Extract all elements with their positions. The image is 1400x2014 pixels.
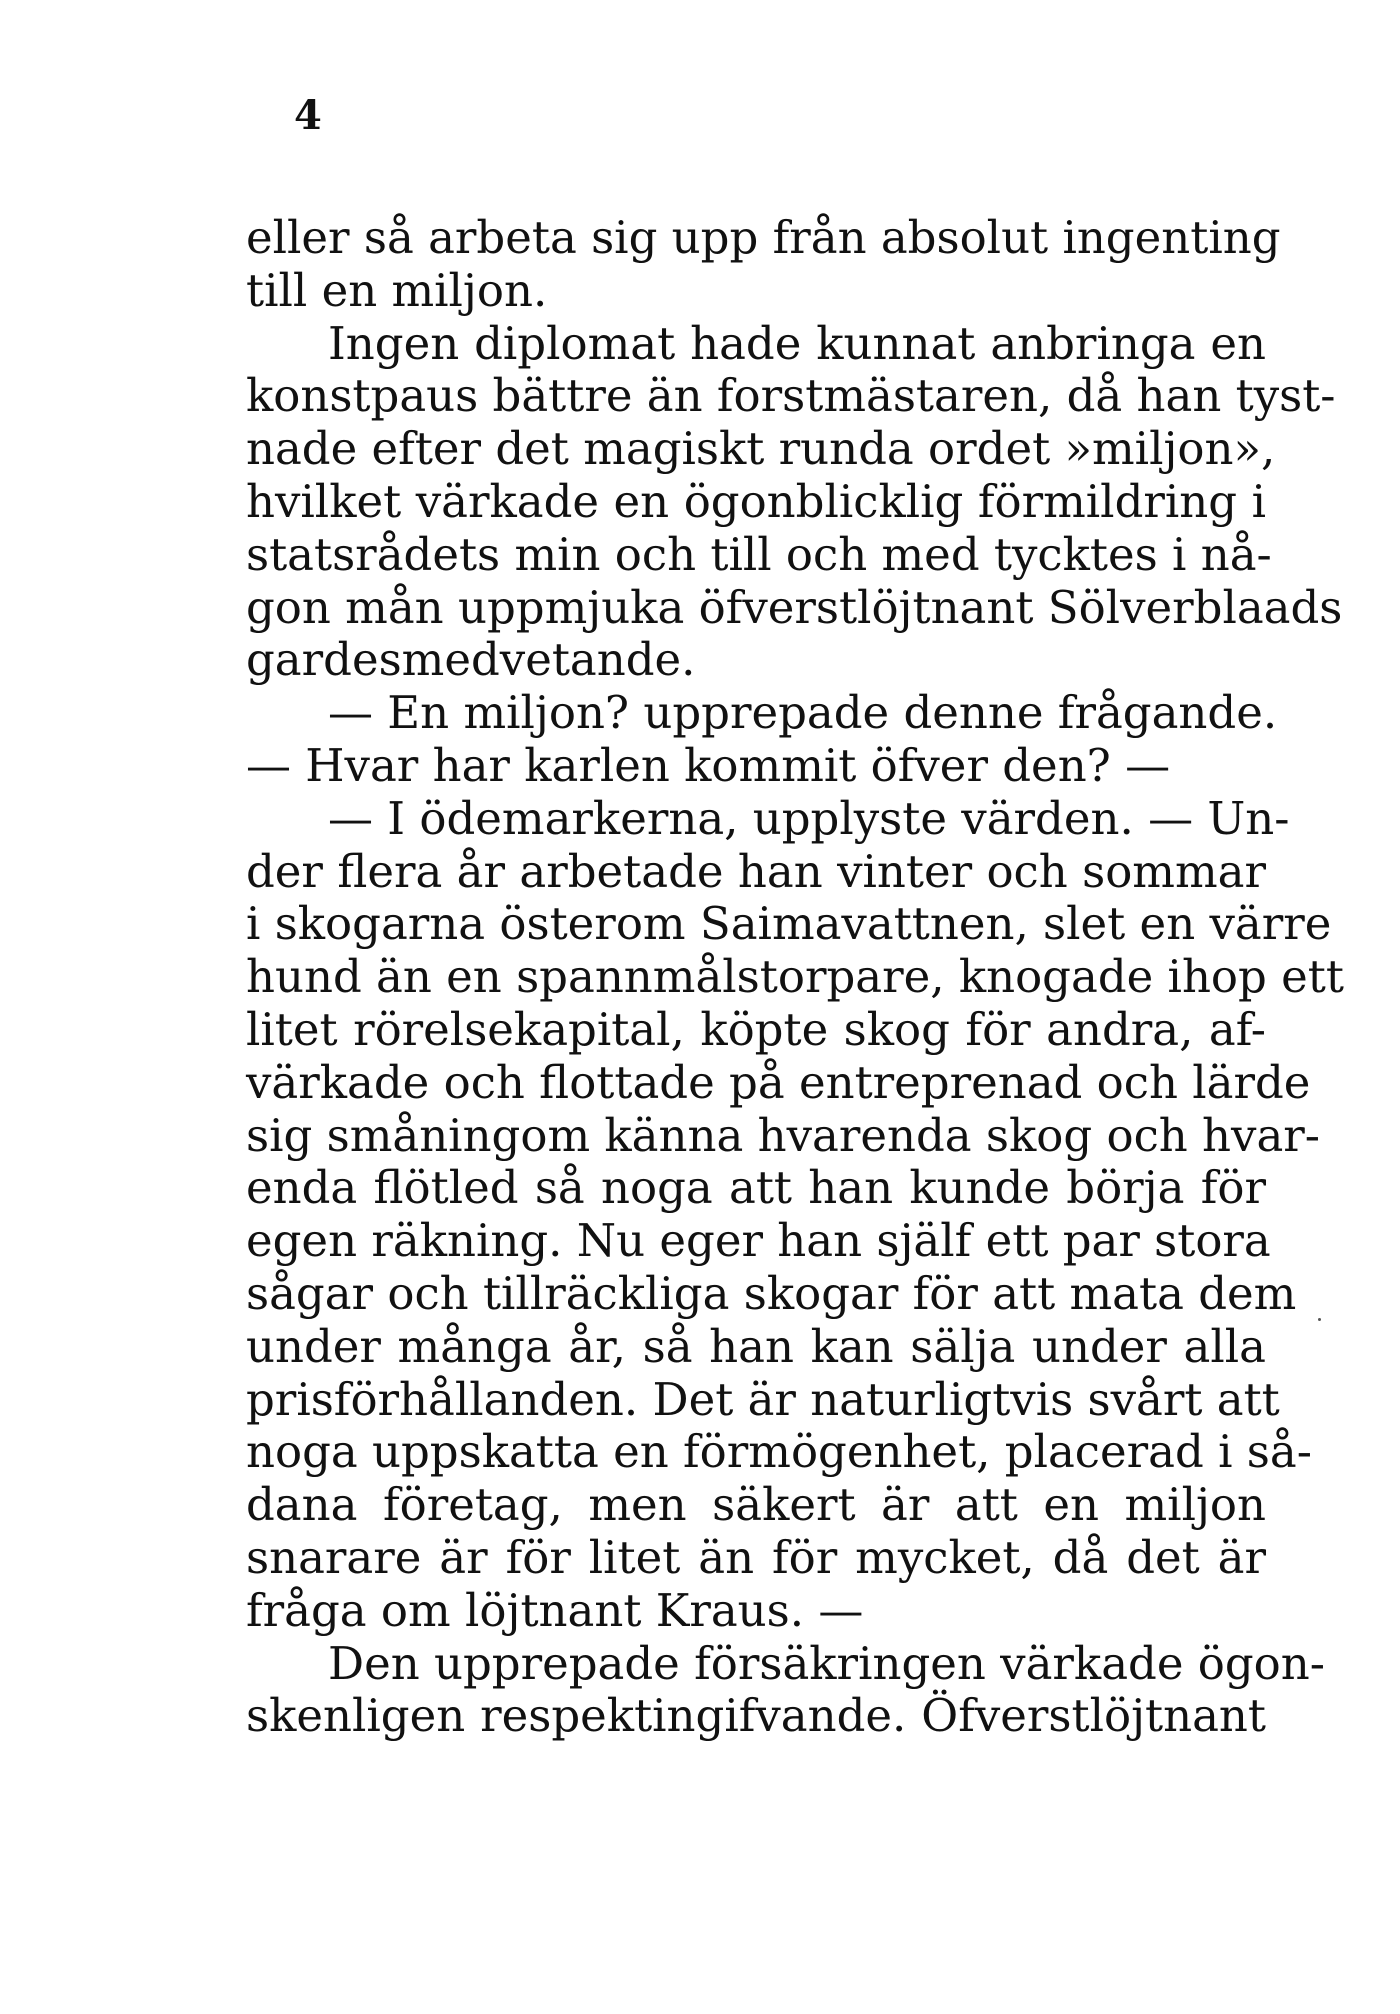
page-number: 4 [294,92,322,139]
text-line: gardesmedvetande. [246,633,696,687]
text-line: till en miljon. [246,263,548,317]
text-line: noga uppskatta en förmögenhet, placerad i så- [246,1425,1312,1479]
text-line: snarare är för litet än för mycket, då det är [246,1530,1266,1584]
text-line: gon mån uppmjuka öfverstlöjtnant Sölverblaads [246,580,1343,634]
text-line: — En miljon? upprepade denne frågande. [328,686,1278,740]
text-line: eller så arbeta sig upp från absolut ingenting [246,211,1281,264]
text-line: — I ödemarkerna, upplyste värden. — Un- [328,791,1290,845]
text-line: statsrådets min och till och med tycktes i nå- [246,527,1272,581]
text-line: i skogarna österom Saimavattnen, slet en värre [246,897,1332,951]
print-speck [1318,1318,1321,1321]
text-line: litet rörelsekapital, köpte skog för andra, af- [246,1002,1266,1056]
text-line: egen räkning. Nu eger han själf ett par stora [246,1214,1271,1268]
text-line: värkade och flottade på entreprenad och lärde [246,1055,1311,1109]
text-line: under många år, så han kan sälja under alla [246,1319,1266,1373]
text-line: skenligen respektingifvande. Öfverstlöjtnant [246,1689,1266,1743]
text-line: dana företag, men säkert är att en miljon [246,1478,1266,1532]
text-line: fråga om löjtnant Kraus. — [246,1583,864,1637]
text-line: hund än en spannmålstorpare, knogade ihop ett [246,950,1344,1004]
text-line: hvilket värkade en ögonblicklig förmildring i [246,474,1266,528]
body-text [246,211,1344,1743]
text-line: sågar och tillräckliga skogar för att mata dem [246,1266,1297,1320]
text-line: Den upprepade försäkringen värkade ögon- [328,1636,1325,1690]
text-line: enda flötled så noga att han kunde börja för [246,1161,1266,1215]
text-line: sig småningom känna hvarenda skog och hvar- [246,1108,1321,1162]
text-line: — Hvar har karlen kommit öfver den? — [246,738,1171,792]
text-line: der flera år arbetade han vinter och sommar [246,844,1266,898]
text-line: konstpaus bättre än forstmästaren, då han tyst- [246,369,1336,423]
text-line: Ingen diplomat hade kunnat anbringa en [328,316,1266,370]
text-line: nade efter det magiskt runda ordet »miljon», [246,422,1276,476]
text-line: prisförhållanden. Det är naturligtvis svårt att [246,1372,1280,1426]
